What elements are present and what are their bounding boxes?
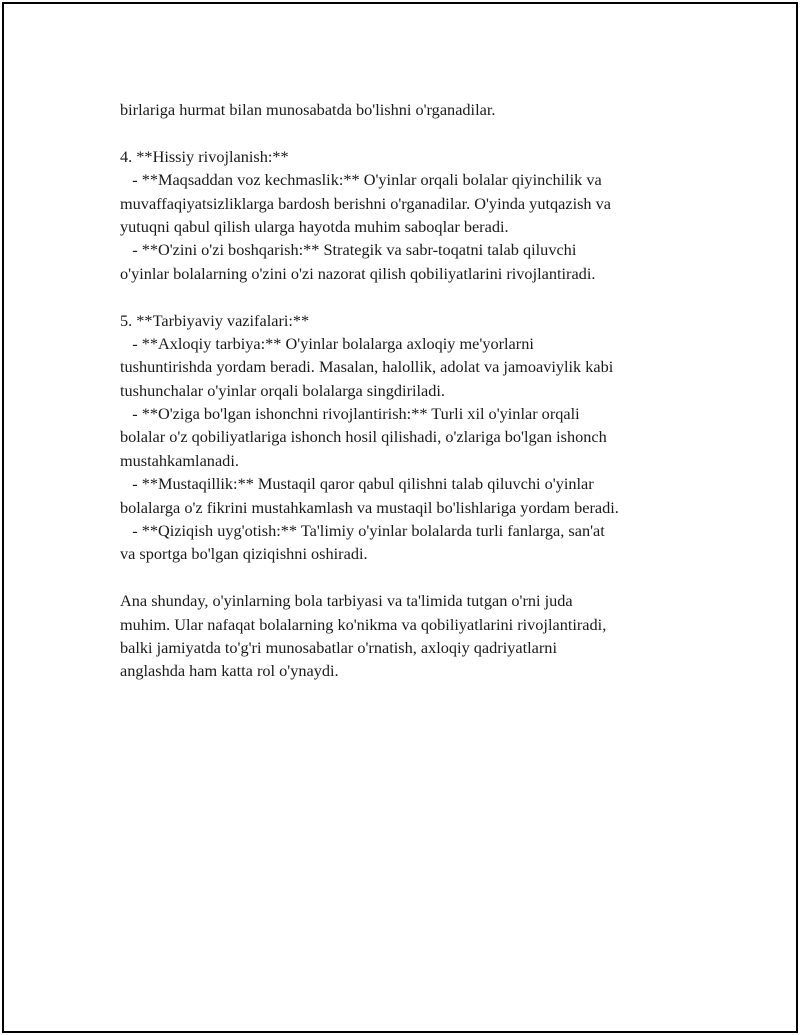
text-line: bolalar o'z qobiliyatlariga ishonch hosil qilishadi, o'zlariga bo'lgan ishonch [120,427,607,447]
blank-line [120,566,700,589]
text-line: - **Qiziqish uyg'otish:** Ta'limiy o'yinlar bolalarda turli fanlarga, san'at [120,521,605,541]
text-line: mustahkamlanadi. [120,450,239,470]
text-line: va sportga bo'lgan qiziqishni oshiradi. [120,544,368,564]
text-line: tushuntirishda yordam beradi. Masalan, halollik, adolat va jamoaviylik kabi [120,357,614,377]
text-line: tushunchalar o'yinlar orqali bolalarga singdiriladi. [120,380,446,400]
text-line: bolalarga o'z fikrini mustahkamlash va mustaqil bo'lishlariga yordam beradi. [120,497,619,517]
text-line: muhim. Ular nafaqat bolalarning ko'nikma va qobiliyatlarini rivojlantiradi, [120,614,607,634]
text-line: - **O'zini o'zi boshqarish:** Strategik va sabr-toqatni talab qiluvchi [120,240,577,260]
text-line: birlariga hurmat bilan munosabatda bo'lishni o'rganadilar. [120,100,496,119]
text-line: - **Axloqiy tarbiya:** O'yinlar bolalarga axloqiy me'yorlarni [120,333,534,353]
text-line: 5. **Tarbiyaviy vazifalari:** [120,310,310,330]
text-line: yutuqni qabul qilish ularga hayotda muhim saboqlar beradi. [120,216,509,236]
blank-line [120,285,700,308]
text-line: 4. **Hissiy rivojlanish:** [120,146,289,166]
text-line: Ana shunday, o'yinlarning bola tarbiyasi va ta'limida tutgan o'rni juda [120,591,573,611]
text-line: - **Maqsaddan voz kechmaslik:** O'yinlar orqali bolalar qiyinchilik va [120,170,602,190]
text-line: anglashda ham katta rol o'ynaydi. [120,661,339,681]
text-line: balki jamiyatda to'g'ri munosabatlar o'rnatish, axloqiy qadriyatlarni [120,637,557,657]
blank-line [120,121,700,144]
text-line: o'yinlar bolalarning o'zini o'zi nazorat qilish qobiliyatlarini rivojlantiradi. [120,263,596,283]
text-line: - **Mustaqillik:** Mustaqil qaror qabul qilishni talab qiluvchi o'yinlar [120,474,594,494]
document-page [2,2,798,1033]
text-line: - **O'ziga bo'lgan ishonchni rivojlantirish:** Turli xil o'yinlar orqali [120,404,580,424]
document-body [120,98,700,683]
text-line: muvaffaqiyatsizliklarga bardosh berishni o'rganadilar. O'yinda yutqazish va [120,193,612,213]
